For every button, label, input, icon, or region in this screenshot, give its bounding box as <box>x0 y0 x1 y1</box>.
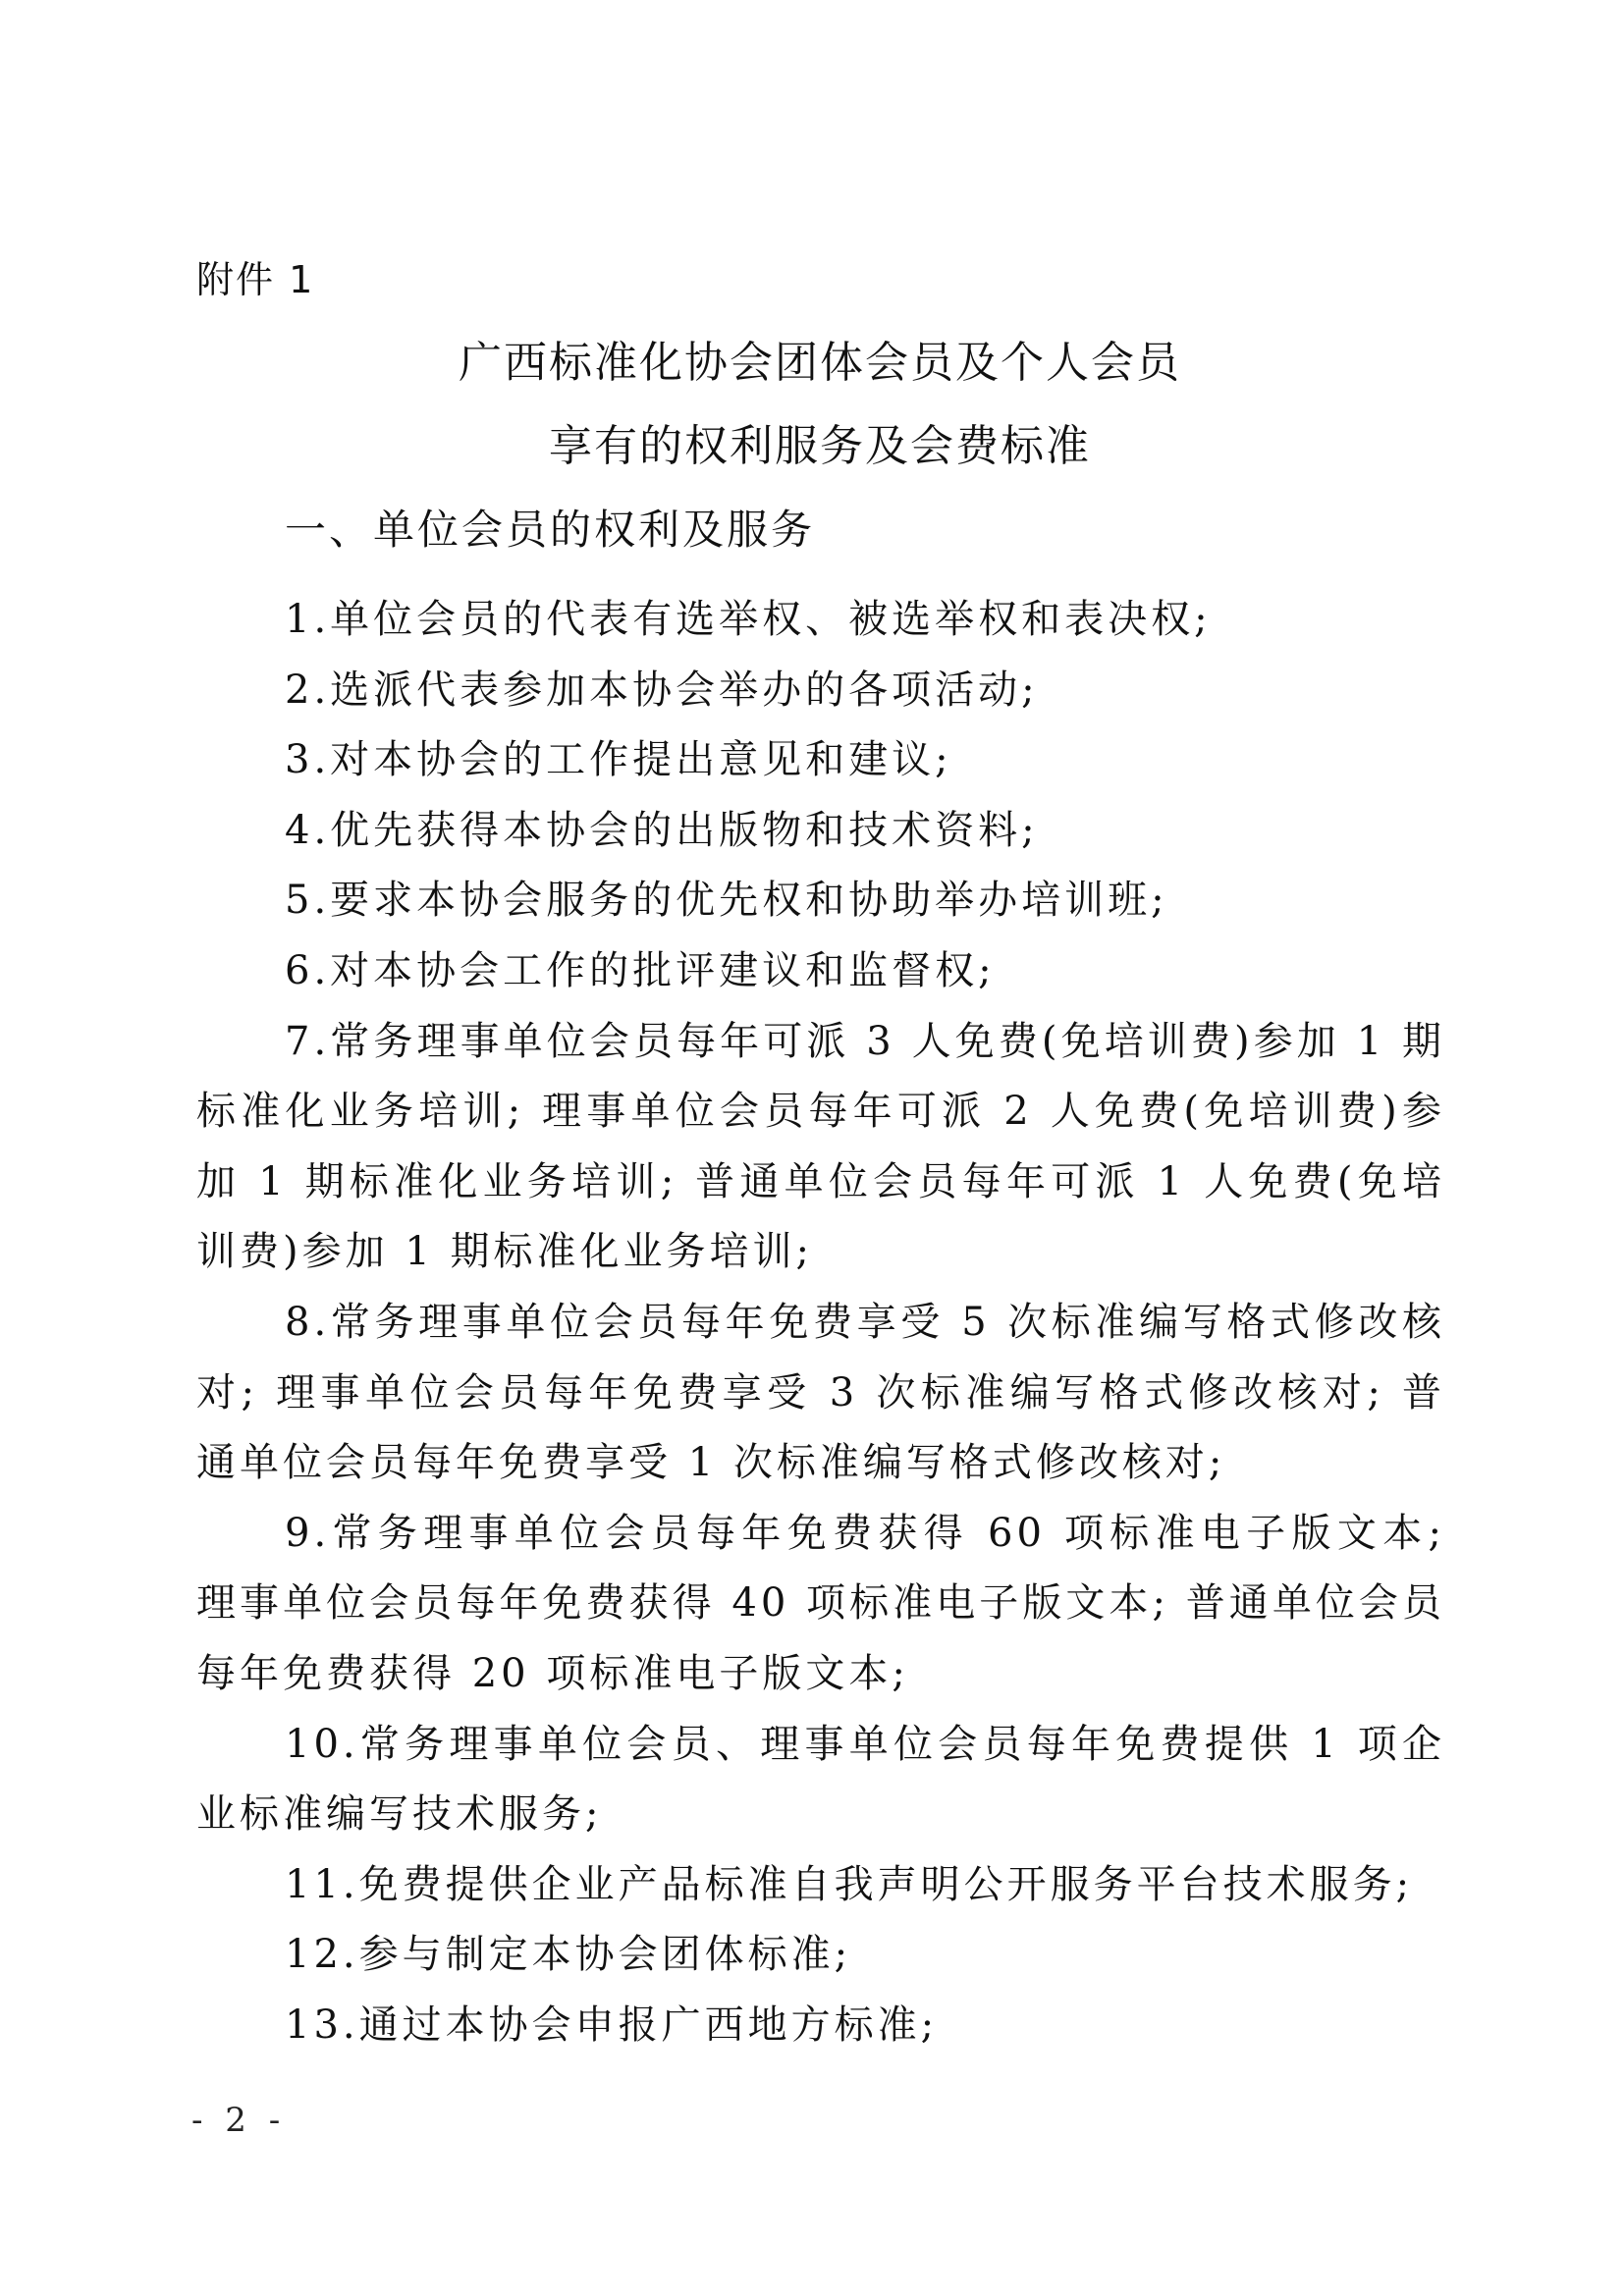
list-item: 5.要求本协会服务的优先权和协助举办培训班; <box>285 878 1168 924</box>
list-item: 13.通过本协会申报广西地方标准; <box>285 2002 939 2048</box>
list-item: 4.优先获得本协会的出版物和技术资料; <box>285 807 1039 853</box>
list-item: 7.常务理事单位会员每年可派 3 人免费(免培训费)参加 1 期标准化业务培训; 理事单位会员每年可派 2 人免费(免培训费)参加 1 期标准化业务培训; 普通单位会员每年可派 1 人免费(免培训费)参加 1 期标准化业务培训; <box>196 1018 1445 1275</box>
page-number: - 2 - <box>191 2101 287 2140</box>
list-item: 12.参与制定本协会团体标准; <box>285 1932 852 1978</box>
list-item: 6.对本协会工作的批评建议和监督权; <box>285 947 996 993</box>
document-title-line-1: 广西标准化协会团体会员及个人会员 <box>459 338 1181 388</box>
document-title-line-2: 享有的权利服务及会费标准 <box>549 421 1091 471</box>
rights-list <box>196 585 1445 2060</box>
attachment-label: 附件 1 <box>196 258 315 301</box>
section-heading: 一、单位会员的权利及服务 <box>285 506 816 554</box>
list-item: 2.选派代表参加本协会举办的各项活动; <box>285 667 1039 713</box>
list-item: 1.单位会员的代表有选举权、被选举权和表决权; <box>285 597 1212 642</box>
list-item: 3.对本协会的工作提出意见和建议; <box>285 737 952 783</box>
list-item: 11.免费提供企业产品标准自我声明公开服务平台技术服务; <box>285 1861 1414 1907</box>
list-item: 10.常务理事单位会员、理事单位会员每年免费提供 1 项企业标准编写技术服务; <box>196 1721 1445 1838</box>
list-item: 8.常务理事单位会员每年免费享受 5 次标准编写格式修改核对; 理事单位会员每年免费享受 3 次标准编写格式修改核对; 普通单位会员每年免费享受 1 次标准编写格式修改核对; <box>196 1299 1445 1486</box>
list-item: 9.常务理事单位会员每年免费获得 60 项标准电子版文本; 理事单位会员每年免费获得 40 项标准电子版文本; 普通单位会员每年免费获得 20 项标准电子版文本; <box>196 1510 1445 1696</box>
